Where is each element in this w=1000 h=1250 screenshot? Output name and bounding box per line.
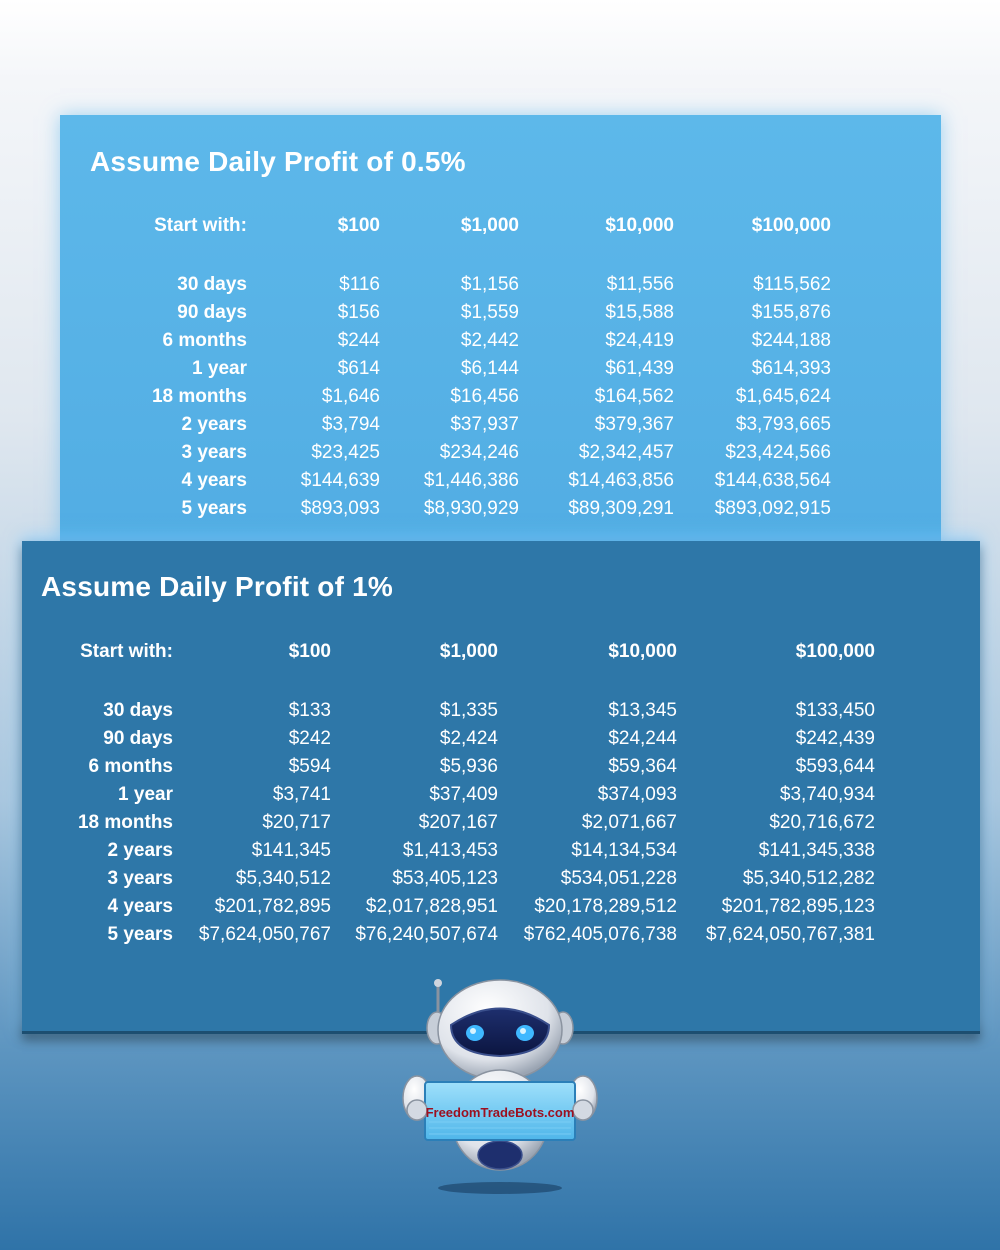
table-cell: $20,717 — [262, 812, 331, 833]
table-row — [60, 355, 831, 383]
table-row — [60, 327, 831, 355]
table-cell: $534,051,228 — [560, 868, 677, 889]
table-row — [22, 865, 875, 893]
table-header-row — [60, 211, 831, 241]
table-cell: $244 — [337, 330, 380, 351]
table-row — [60, 411, 831, 439]
table-cell: $15,588 — [605, 302, 674, 323]
period-label: 90 days — [177, 302, 247, 323]
table-row — [60, 383, 831, 411]
table-row — [60, 467, 831, 495]
table-cell: $23,424,566 — [725, 442, 831, 463]
table-cell: $594 — [288, 756, 331, 777]
table-cell: $242 — [288, 728, 331, 749]
period-label: 6 months — [88, 756, 173, 777]
table-row — [22, 781, 875, 809]
table-row — [60, 495, 831, 523]
table-cell: $164,562 — [594, 386, 674, 407]
table-cell: $3,740,934 — [779, 784, 875, 805]
table-row — [60, 271, 831, 299]
period-label: 18 months — [151, 386, 247, 407]
start-with-label: Start with: — [80, 641, 173, 662]
table-cell: $89,309,291 — [568, 498, 674, 519]
table-cell: $133 — [288, 700, 331, 721]
table-cell: $5,936 — [439, 756, 498, 777]
column-header: $1,000 — [439, 641, 498, 662]
column-header: $1,000 — [460, 215, 519, 236]
table-row — [22, 725, 875, 753]
table-cell: $3,741 — [272, 784, 331, 805]
table-cell: $141,345 — [251, 840, 331, 861]
table-row — [22, 893, 875, 921]
table-cell: $24,244 — [608, 728, 677, 749]
projection-table — [60, 211, 831, 523]
table-cell: $116 — [339, 274, 380, 295]
table-cell: $234,246 — [439, 442, 519, 463]
table-cell: $76,240,507,674 — [355, 924, 498, 945]
table-cell: $614 — [337, 358, 380, 379]
period-label: 90 days — [103, 728, 173, 749]
table-cell: $893,092,915 — [714, 498, 831, 519]
table-row — [22, 837, 875, 865]
period-label: 3 years — [181, 442, 247, 463]
table-cell: $155,876 — [751, 302, 831, 323]
period-label: 4 years — [107, 896, 173, 917]
table-header-row — [22, 637, 875, 667]
column-header: $100,000 — [795, 641, 875, 662]
table-cell: $6,144 — [460, 358, 519, 379]
column-header: $100 — [337, 215, 380, 236]
period-label: 30 days — [177, 274, 247, 295]
table-cell: $133,450 — [795, 700, 875, 721]
period-label: 4 years — [181, 470, 247, 491]
table-cell: $2,017,828,951 — [365, 896, 498, 917]
robot-mascot-icon — [385, 970, 615, 1200]
start-with-label: Start with: — [154, 215, 247, 236]
column-header: $100,000 — [751, 215, 831, 236]
period-label: 5 years — [107, 924, 173, 945]
column-header: $100 — [288, 641, 331, 662]
table-cell: $53,405,123 — [392, 868, 498, 889]
column-header: $10,000 — [608, 641, 677, 662]
table-cell: $37,409 — [429, 784, 498, 805]
table-cell: $7,624,050,767,381 — [705, 924, 875, 945]
table-cell: $8,930,929 — [423, 498, 519, 519]
table-cell: $374,093 — [597, 784, 677, 805]
table-cell: $5,340,512 — [235, 868, 331, 889]
period-label: 6 months — [162, 330, 247, 351]
table-row — [60, 299, 831, 327]
table-cell: $1,156 — [460, 274, 519, 295]
panel-title: Assume Daily Profit of 0.5% — [90, 146, 466, 177]
table-cell: $1,413,453 — [402, 840, 498, 861]
table-row — [22, 697, 875, 725]
table-cell: $141,345,338 — [758, 840, 875, 861]
table-cell: $244,188 — [751, 330, 831, 351]
table-cell: $242,439 — [795, 728, 875, 749]
table-cell: $762,405,076,738 — [523, 924, 677, 945]
sign-text: FreedomTradeBots.com — [425, 1105, 575, 1120]
table-cell: $144,638,564 — [714, 470, 831, 491]
table-cell: $893,093 — [300, 498, 380, 519]
table-cell: $201,782,895,123 — [721, 896, 875, 917]
table-cell: $20,716,672 — [769, 812, 875, 833]
table-cell: $207,167 — [418, 812, 498, 833]
table-cell: $20,178,289,512 — [534, 896, 677, 917]
table-cell: $1,645,624 — [735, 386, 831, 407]
table-cell: $1,646 — [321, 386, 380, 407]
table-cell: $2,342,457 — [578, 442, 674, 463]
table-cell: $1,446,386 — [423, 470, 519, 491]
table-cell: $14,134,534 — [571, 840, 677, 861]
table-row — [22, 809, 875, 837]
projection-table — [22, 637, 875, 949]
table-cell: $144,639 — [300, 470, 380, 491]
table-cell: $593,644 — [795, 756, 875, 777]
table-cell: $14,463,856 — [568, 470, 674, 491]
table-cell: $16,456 — [450, 386, 519, 407]
table-cell: $24,419 — [605, 330, 674, 351]
panel-title: Assume Daily Profit of 1% — [41, 571, 393, 602]
period-label: 2 years — [181, 414, 247, 435]
table-cell: $11,556 — [606, 274, 674, 295]
table-cell: $13,345 — [608, 700, 677, 721]
profit-panel-half-percent — [60, 115, 941, 545]
period-label: 1 year — [118, 784, 173, 805]
period-label: 3 years — [107, 868, 173, 889]
period-label: 18 months — [77, 812, 173, 833]
column-header: $10,000 — [605, 215, 674, 236]
table-cell: $1,335 — [439, 700, 498, 721]
table-row — [22, 753, 875, 781]
robot-illustration — [385, 970, 615, 1200]
table-cell: $3,794 — [321, 414, 380, 435]
profit-panel-one-percent — [22, 541, 980, 1034]
table-cell: $379,367 — [594, 414, 674, 435]
table-cell: $3,793,665 — [735, 414, 831, 435]
table-cell: $614,393 — [751, 358, 831, 379]
table-row — [22, 921, 875, 949]
table-cell: $115,562 — [753, 274, 831, 295]
table-cell: $201,782,895 — [214, 896, 331, 917]
table-row — [60, 439, 831, 467]
table-cell: $7,624,050,767 — [198, 924, 331, 945]
table-cell: $1,559 — [460, 302, 519, 323]
period-label: 30 days — [103, 700, 173, 721]
table-cell: $2,424 — [439, 728, 498, 749]
table-cell: $23,425 — [311, 442, 380, 463]
period-label: 1 year — [192, 358, 247, 379]
table-cell: $2,071,667 — [581, 812, 677, 833]
table-cell: $156 — [337, 302, 380, 323]
period-label: 2 years — [107, 840, 173, 861]
table-cell: $5,340,512,282 — [742, 868, 875, 889]
period-label: 5 years — [181, 498, 247, 519]
table-cell: $59,364 — [608, 756, 677, 777]
table-cell: $2,442 — [460, 330, 519, 351]
table-cell: $37,937 — [450, 414, 519, 435]
table-cell: $61,439 — [605, 358, 674, 379]
